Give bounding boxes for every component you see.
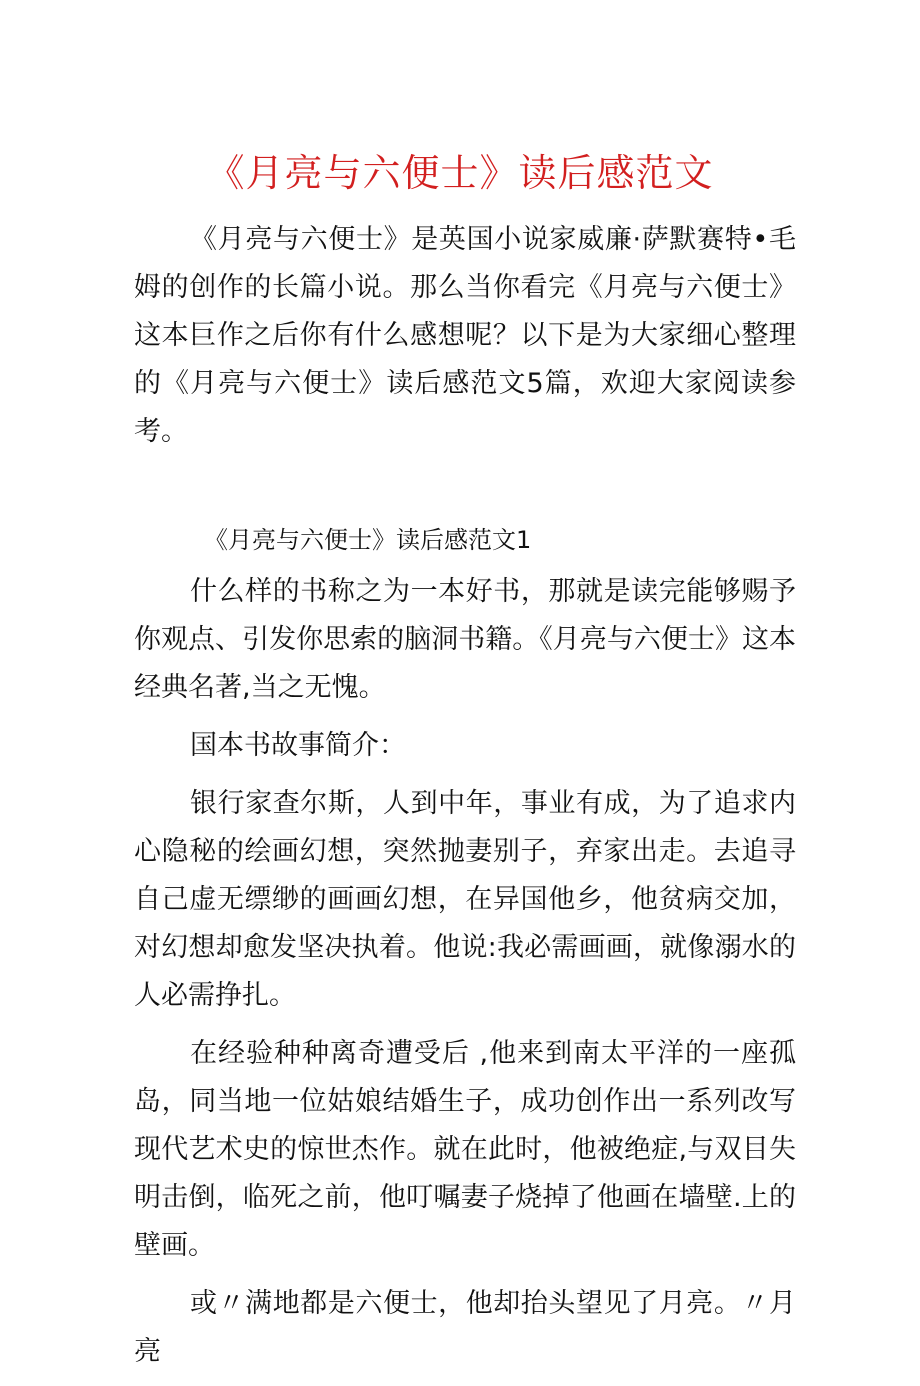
- paragraph-good-book: 什么样的书称之为一本好书，那就是读完能够赐予你观点、引发你思索的脑洞书籍。《月亮与六便士》这本经典名著,当之无愧。: [134, 576, 796, 703]
- document-body: [134, 216, 796, 1386]
- paragraph-synopsis-label: 国本书故事简介：: [190, 730, 406, 761]
- paragraph-quote: 或〃满地都是六便士，他却抬头望见了月亮。〃月亮: [134, 1288, 796, 1367]
- paragraph-synopsis-1: 银行家查尔斯，人到中年，事业有成，为了追求内心隐秘的绘画幻想，突然抛妻别子，弃家出走。去追寻自己虚无缥缈的画画幻想，在异国他乡，他贫病交加，对幻想却愈发坚决执着。他说:我必需画画，就像溺水的人必需挣扎。: [134, 788, 796, 1011]
- paragraph-synopsis-2: 在经验种种离奇遭受后 ,他来到南太平洋的一座孤岛，同当地一位姑娘结婚生子，成功创作出一系列改写现代艺术史的惊世杰作。就在此时，他被绝症,与双目失明击倒，临死之前，他叮嘱妻子烧掉了他画在墙壁.上的壁画。: [134, 1038, 796, 1261]
- document-title: 《月亮与六便士》读后感范文: [206, 151, 714, 195]
- section-heading: 《月亮与六便士》读后感范文1: [204, 526, 532, 554]
- intro-paragraph: 《月亮与六便士》是英国小说家威廉·萨默赛特•毛姆的创作的长篇小说。那么当你看完《月亮与六便士》这本巨作之后你有什么感想呢？以下是为大家细心整理的《月亮与六便士》读后感范文5篇，欢迎大家阅读参考。: [134, 224, 796, 447]
